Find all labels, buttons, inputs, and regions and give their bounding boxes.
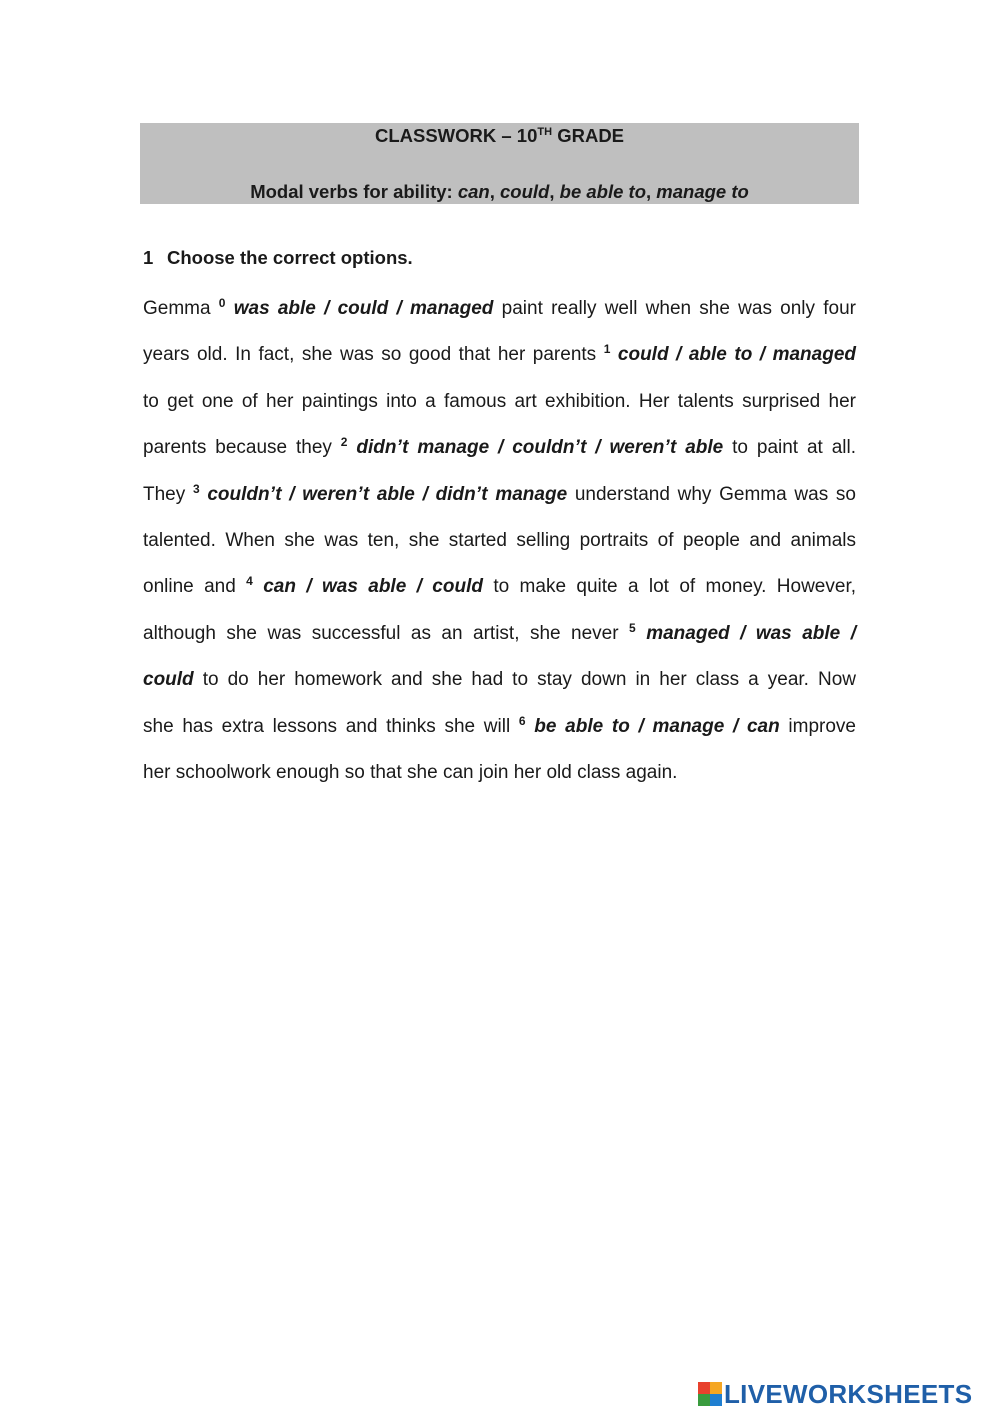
answer-options[interactable]: could / able to / managed — [617, 344, 857, 366]
subtitle-separator: , — [549, 181, 560, 202]
exercise-number: 1 — [143, 247, 154, 268]
passage-text: to do her homework and she had to stay down in her class a year. Now — [193, 669, 856, 691]
page-subtitle — [140, 181, 859, 203]
answer-options[interactable]: can / was able / could — [263, 576, 483, 598]
passage-line — [143, 615, 856, 661]
answer-options[interactable]: could — [143, 669, 194, 691]
passage-text: talented. When she was ten, she started selling portraits of people and animals — [143, 529, 856, 551]
subtitle-modal-verb: could — [500, 181, 550, 202]
passage-line — [143, 290, 856, 336]
subtitle-modal-verb: be able to — [559, 181, 646, 202]
page-title: CLASSWORK – 10TH GRADE — [374, 125, 625, 146]
passage-text: understand why Gemma was so — [567, 483, 856, 505]
passage-line — [143, 429, 856, 475]
exercise-passage — [143, 290, 856, 800]
passage-line — [143, 661, 856, 707]
passage-text — [526, 716, 535, 737]
question-number: 4 — [246, 574, 253, 589]
header-banner — [140, 123, 859, 204]
passage-line — [143, 708, 856, 754]
exercise-heading — [143, 247, 413, 269]
passage-text: her schoolwork enough so that she can join her old class again. — [143, 761, 678, 783]
subtitle-modal-verb: can — [457, 181, 490, 202]
question-number: 5 — [629, 620, 636, 635]
passage-line — [143, 383, 856, 429]
question-number: 0 — [218, 296, 226, 310]
answer-options[interactable]: managed / was able / — [646, 622, 856, 644]
passage-line — [143, 336, 856, 382]
subtitle-separator: , — [489, 181, 501, 202]
question-number: 3 — [192, 481, 200, 496]
passage-line — [143, 476, 856, 522]
answer-options[interactable]: be able to / manage / can — [534, 715, 780, 737]
passage-text: paint really well when she was only four — [493, 298, 856, 319]
passage-text: to paint at all. — [723, 437, 856, 459]
question-number: 2 — [340, 435, 348, 450]
passage-text: online and — [143, 576, 247, 598]
liveworksheets-logo-icon — [698, 1382, 722, 1406]
exercise-instruction: Choose the correct options. — [167, 247, 413, 268]
passage-line — [143, 568, 856, 614]
passage-text — [225, 298, 233, 319]
passage-text — [636, 623, 646, 644]
passage-text: Gemma — [143, 298, 219, 319]
passage-text: to get one of her paintings into a famous art exhibition. Her talents surprised her — [143, 390, 856, 412]
passage-text — [253, 576, 263, 597]
passage-text: They — [143, 483, 193, 505]
passage-text: to make quite a lot of money. However, — [482, 576, 857, 598]
answer-options[interactable]: was able / could / managed — [233, 298, 494, 319]
logo-text: LIVEWORKSHEETS — [724, 1378, 973, 1409]
subtitle-modal-verb: manage to — [656, 181, 749, 202]
subtitle-separator: , — [646, 181, 657, 202]
passage-text: although she was successful as an artist, she never — [143, 622, 630, 644]
question-number: 1 — [603, 342, 611, 357]
passage-line — [143, 522, 856, 568]
answer-options[interactable]: didn’t manage / couldn’t / weren’t able — [356, 437, 724, 459]
passage-line — [143, 754, 856, 800]
subtitle-prefix: Modal verbs for ability: — [250, 181, 458, 202]
passage-text — [610, 344, 618, 365]
passage-text: she has extra lessons and thinks she will — [143, 715, 519, 737]
title-superscript: TH — [537, 126, 553, 138]
answer-options[interactable]: couldn’t / weren’t able / didn’t manage — [207, 483, 568, 505]
liveworksheets-logo — [698, 1378, 972, 1410]
passage-text: parents because they — [143, 437, 341, 459]
passage-text: improve — [779, 715, 856, 737]
question-number: 6 — [518, 713, 526, 728]
passage-text: years old. In fact, she was so good that her parents — [143, 344, 604, 366]
